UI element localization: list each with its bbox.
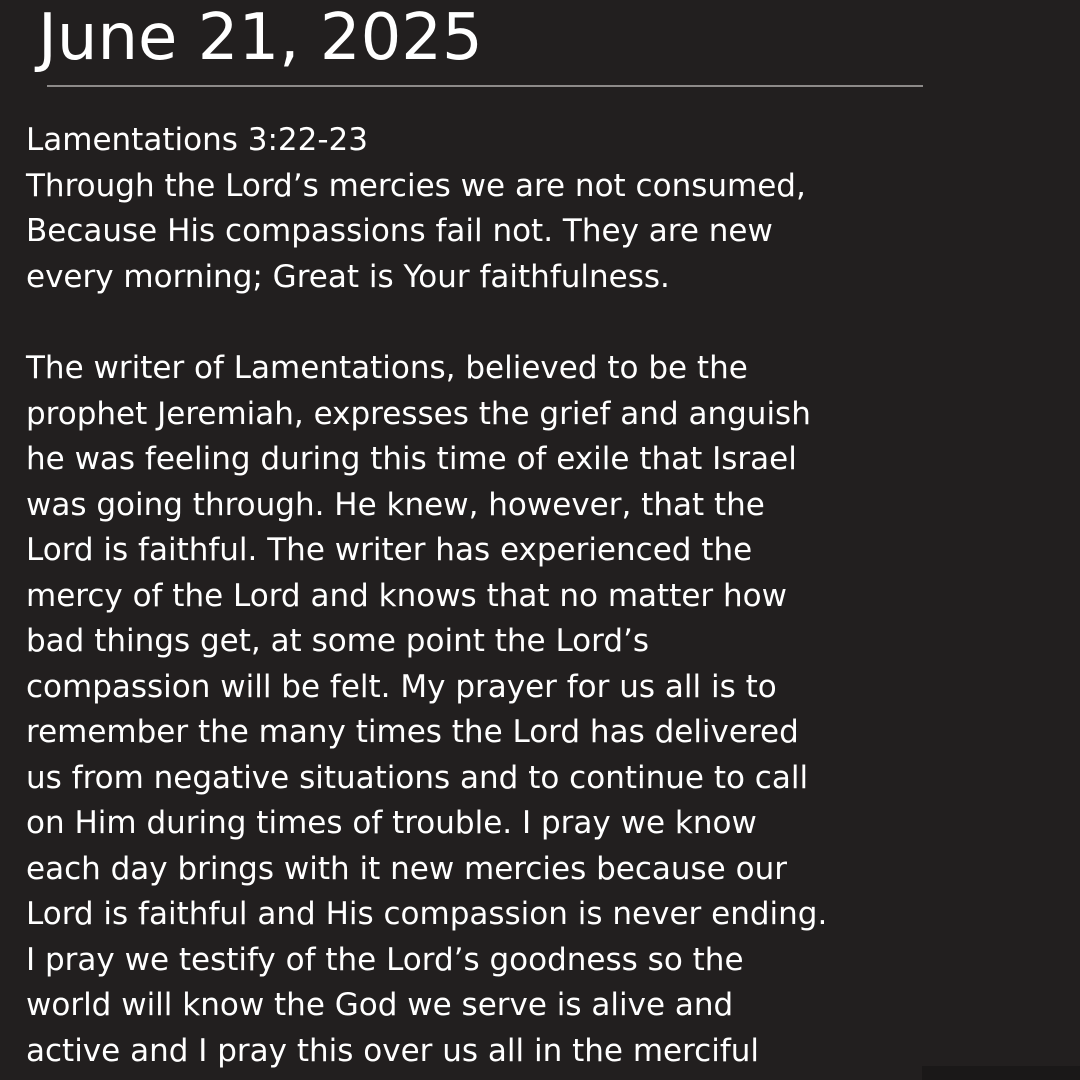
devotional-line: remember the many times the Lord has delivered: [26, 714, 799, 750]
devotional-line: world will know the God we serve is alive and: [26, 987, 734, 1023]
scripture-line: Because His compassions fail not. They are new: [26, 213, 773, 249]
devotional-line: Lord is faithful and His compassion is never ending.: [26, 896, 828, 932]
devotional-line: compassion will be felt. My prayer for us all is to: [26, 668, 777, 705]
devotional-line: The writer of Lamentations, believed to be the: [26, 350, 748, 386]
devotional-line: us from negative situations and to continue to call: [26, 759, 809, 796]
devotional-line: active and I pray this over us all in the merciful: [26, 1032, 760, 1069]
devotional-content: [26, 118, 926, 1074]
devotional-line: on Him during times of trouble. I pray we know: [26, 805, 757, 841]
corner-shade: [922, 1066, 1080, 1080]
page-title-date: June 21, 2025: [38, 1, 483, 75]
devotional-line: bad things get, at some point the Lord’s: [26, 623, 650, 659]
devotional-line: each day brings with it new mercies because our: [26, 850, 787, 887]
devotional-line: Lord is faithful. The writer has experienced the: [26, 532, 753, 568]
devotional-line: he was feeling during this time of exile that Israel: [26, 441, 797, 477]
scripture-line: Through the Lord’s mercies we are not consumed,: [26, 167, 806, 204]
devotional-line: mercy of the Lord and knows that no matter how: [26, 577, 787, 614]
scripture-block: [26, 118, 926, 300]
scripture-reference: Lamentations 3:22-23: [26, 122, 368, 158]
devotional-paragraph: [26, 346, 926, 1074]
scripture-line: every morning; Great is Your faithfulness.: [26, 258, 670, 295]
devotional-line: prophet Jeremiah, expresses the grief and anguish: [26, 395, 811, 432]
title-divider: [47, 85, 923, 87]
devotional-line: I pray we testify of the Lord’s goodness so the: [26, 941, 744, 978]
paragraph-spacer: [26, 300, 926, 346]
devotional-line: was going through. He knew, however, that the: [26, 486, 765, 523]
